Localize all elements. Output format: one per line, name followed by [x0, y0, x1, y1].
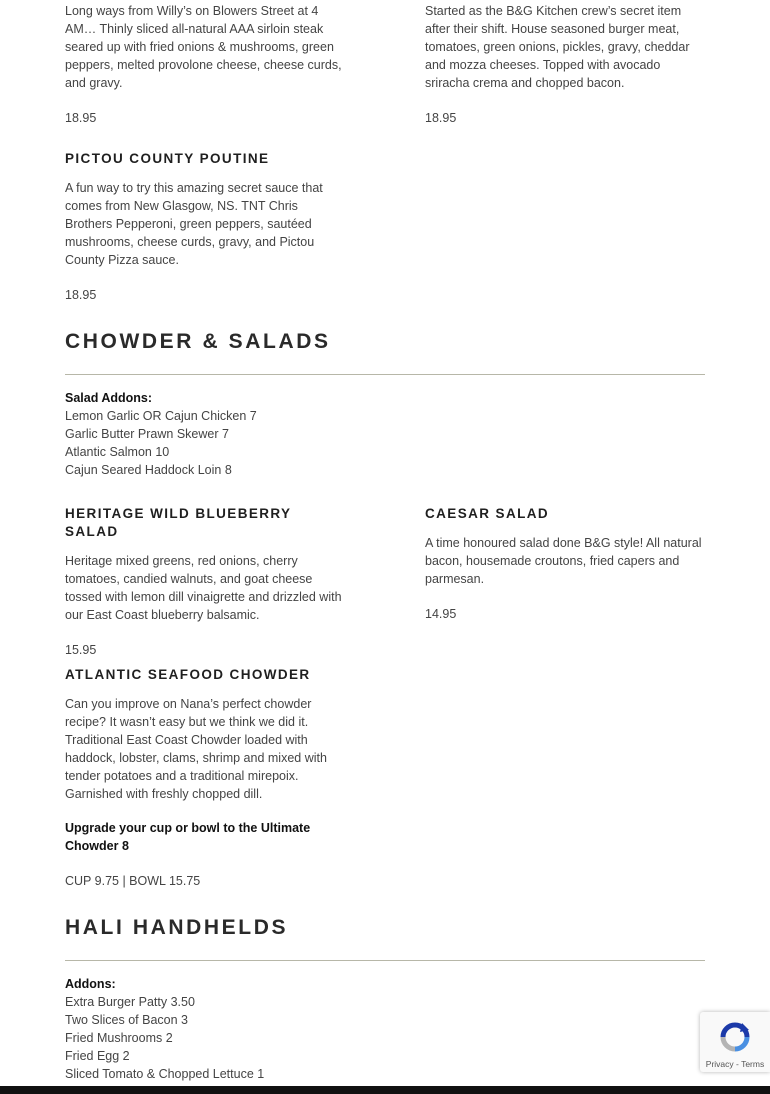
salad-addons-list [65, 389, 347, 479]
addon-item: Two Slices of Bacon 3 [65, 1013, 188, 1027]
addon-item: Garlic Butter Prawn Skewer 7 [65, 427, 229, 441]
section-divider [65, 374, 705, 375]
addon-item: Atlantic Salmon 10 [65, 445, 170, 459]
handheld-addons-list [65, 975, 347, 1083]
menu-item-right-top [425, 2, 707, 127]
addon-item: Sliced Tomato & Chopped Lettuce 1 [65, 1067, 265, 1081]
addons-label: Salad Addons: [65, 391, 153, 405]
addon-item: Lemon Garlic OR Cajun Chicken 7 [65, 409, 257, 423]
menu-item-caesar-salad [425, 505, 707, 623]
item-description: Heritage mixed greens, red onions, cherry tomatoes, candied walnuts, and goat cheese tossed with lemon dill vinaigrette and drizzled with our East Coast blueberry balsamic. [65, 554, 342, 622]
item-description: A time honoured salad done B&G style! All natural bacon, housemade croutons, fried capers and parmesan. [425, 536, 702, 586]
item-description: A fun way to try this amazing secret sauce that comes from New Glasgow, NS. TNT Chris Brothers Pepperoni, green peppers, sautéed mushrooms, cheese curds, gravy, and Pictou County Pizza sauce. [65, 181, 323, 267]
section-divider [65, 960, 705, 961]
menu-item-seafood-chowder [65, 666, 347, 890]
bottom-bar [0, 1086, 770, 1094]
menu-item-pictou-poutine [65, 150, 347, 304]
item-title: CAESAR SALAD [425, 506, 550, 521]
addon-item: Cajun Seared Haddock Loin 8 [65, 463, 232, 477]
recaptcha-links[interactable]: Privacy - Terms [705, 1059, 765, 1069]
item-price: CUP 9.75 | BOWL 15.75 [65, 874, 201, 888]
section-title-hali-handhelds: HALI HANDHELDS [65, 916, 289, 939]
item-price: 18.95 [65, 111, 97, 125]
item-description: Long ways from Willy’s on Blowers Street at 4 AM… Thinly sliced all-natural AAA sirloin steak seared up with fried onions & mushrooms, green peppers, melted provolone cheese, cheese curds, and gravy. [65, 4, 342, 90]
addon-item: Extra Burger Patty 3.50 [65, 995, 195, 1009]
section-title-chowder-salads: CHOWDER & SALADS [65, 330, 331, 353]
recaptcha-badge[interactable] [700, 1012, 770, 1072]
item-description: Started as the B&G Kitchen crew’s secret item after their shift. House seasoned burger meat, tomatoes, green onions, pickles, gravy, cheddar and mozza cheeses. Topped with avocado sriracha crema and chopped bacon. [425, 4, 690, 90]
item-price: 14.95 [425, 607, 457, 621]
menu-item-left-top [65, 2, 347, 127]
item-price: 18.95 [65, 288, 97, 302]
chowder-upgrade-note: Upgrade your cup or bowl to the Ultimate Chowder 8 [65, 821, 311, 853]
item-description: Can you improve on Nana’s perfect chowder recipe? It wasn’t easy but we think we did it. Traditional East Coast Chowder loaded with haddock, lobster, clams, shrimp and mixed with tender potatoes and a traditional mirepoix. Garnished with freshly chopped dill. [65, 697, 327, 801]
item-title: PICTOU COUNTY POUTINE [65, 151, 270, 166]
addons-label: Addons: [65, 977, 116, 991]
addon-item: Fried Egg 2 [65, 1049, 130, 1063]
item-title: HERITAGE WILD BLUEBERRY SALAD [65, 506, 292, 539]
item-price: 18.95 [425, 111, 457, 125]
menu-item-blueberry-salad [65, 505, 347, 659]
item-price: 15.95 [65, 643, 97, 657]
item-title: ATLANTIC SEAFOOD CHOWDER [65, 667, 311, 682]
addon-item: Fried Mushrooms 2 [65, 1031, 173, 1045]
recaptcha-icon [700, 1022, 770, 1057]
